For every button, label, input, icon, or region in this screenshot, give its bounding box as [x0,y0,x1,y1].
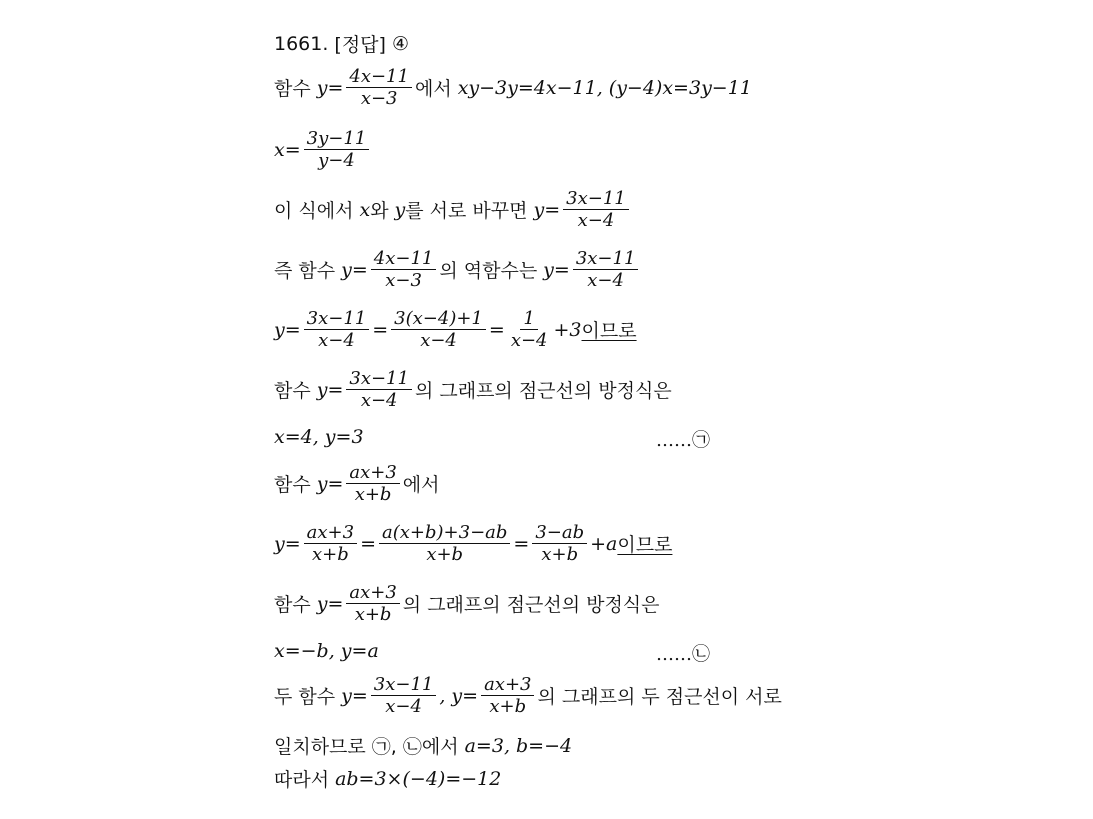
fraction [379,522,510,565]
answer-value: ④ [391,32,409,55]
denominator: x+b [541,544,579,565]
math: ab=3×(−4)=−12 [335,767,502,790]
math: x=−b, y=a [274,640,379,662]
numerator: 3x−11 [346,368,412,390]
numerator: 4x−11 [346,66,412,88]
text: 이므로 [617,534,673,556]
text: 따라서 [274,769,330,791]
denominator: x−4 [587,270,624,291]
fraction [563,188,629,231]
text: 즉 함수 [274,260,336,282]
fraction [508,308,551,351]
line-3 [274,188,632,231]
math: y= [543,258,570,281]
line-5 [274,308,637,351]
math: y= [316,378,344,401]
math: y= [533,198,561,221]
numerator: 3x−11 [371,674,437,696]
math: y= [316,592,344,615]
fraction [371,674,437,717]
denominator: x−3 [360,88,398,109]
text: 두 함수 [274,686,336,708]
math: xy−3y=4x−11, (y−4)x=3y−11 [457,76,752,99]
text: 일치하므로 ㉠, ㉡에서 [274,736,459,758]
numerator: 3(x−4)+1 [391,308,486,330]
denominator: x−4 [385,696,422,717]
text: 함수 [274,474,311,496]
text: 를 서로 바꾸면 [405,200,528,222]
denominator: x−4 [420,330,457,351]
fraction [304,308,370,351]
line-7 [274,426,364,448]
fraction [573,248,639,291]
text: 의 그래프의 점근선의 방정식은 [402,594,660,616]
math: y [394,198,406,221]
math: +3 [553,318,582,341]
line-4 [274,248,641,291]
line-1 [274,66,752,109]
denominator: x+b [426,544,464,565]
denominator: x+b [354,484,392,505]
numerator: 3x−11 [304,308,370,330]
text: 와 [370,200,389,222]
math: x= [274,138,301,161]
text: 함수 [274,78,311,100]
math: y= [451,684,479,707]
text: 함수 [274,380,311,402]
text: 함수 [274,594,311,616]
fraction [304,128,370,171]
numerator: ax+3 [481,674,534,696]
fraction [481,674,534,717]
text: 에서 [402,474,440,496]
denominator: x+b [354,604,392,625]
equation-tag: ……㉡ [656,644,710,665]
line-2 [274,128,372,171]
text: 의 그래프의 두 점근선이 서로 [537,686,782,708]
text: 의 역함수는 [439,260,538,282]
fraction [391,308,486,351]
text: 이 식에서 [274,200,354,222]
math: = [360,532,376,555]
line-13 [274,732,572,759]
math: y= [274,318,301,341]
numerator: 3x−11 [563,188,629,210]
math: y= [316,76,344,99]
numerator: 1 [520,308,537,330]
line-9 [274,522,672,565]
fraction [371,248,437,291]
denominator: x+b [489,696,527,717]
numerator: ax+3 [346,582,399,604]
problem-number: 1661. [274,32,329,55]
numerator: 3y−11 [304,128,370,150]
math: y= [274,532,301,555]
denominator: y−4 [318,150,355,171]
math: y= [341,258,368,281]
math: = [372,318,389,341]
answer-label: [정답] [334,34,386,56]
math: y= [341,684,368,707]
math: = [513,532,530,555]
denominator: x−4 [318,330,355,351]
line-11 [274,640,379,662]
solution-document [274,0,1074,819]
denominator: x−4 [360,390,398,411]
fraction [346,368,412,411]
fraction [346,66,412,109]
line-12 [274,674,782,717]
math: +a [590,532,618,555]
numerator: a(x+b)+3−ab [379,522,510,544]
math: a=3, b=−4 [464,734,573,757]
numerator: 3x−11 [573,248,639,270]
math: x=4, y=3 [274,426,364,448]
numerator: ax+3 [346,462,399,484]
fraction [304,522,357,565]
fraction [346,462,399,505]
problem-header [274,30,409,57]
denominator: x+b [311,544,349,565]
fraction [346,582,399,625]
text: 에서 [414,78,452,100]
numerator: 4x−11 [371,248,437,270]
line-14 [274,765,501,792]
line-8 [274,462,440,505]
denominator: x−4 [510,330,548,351]
fraction [532,522,587,565]
denominator: x−3 [385,270,422,291]
line-10 [274,582,660,625]
text: 의 그래프의 점근선의 방정식은 [414,380,672,402]
numerator: 3−ab [532,522,587,544]
math: = [488,318,505,341]
text: 이므로 [581,320,637,342]
math: x [359,198,371,221]
numerator: ax+3 [304,522,357,544]
math: , [439,684,446,707]
equation-tag: ……㉠ [656,430,710,451]
math: y= [316,472,344,495]
line-6 [274,368,672,411]
denominator: x−4 [577,210,615,231]
